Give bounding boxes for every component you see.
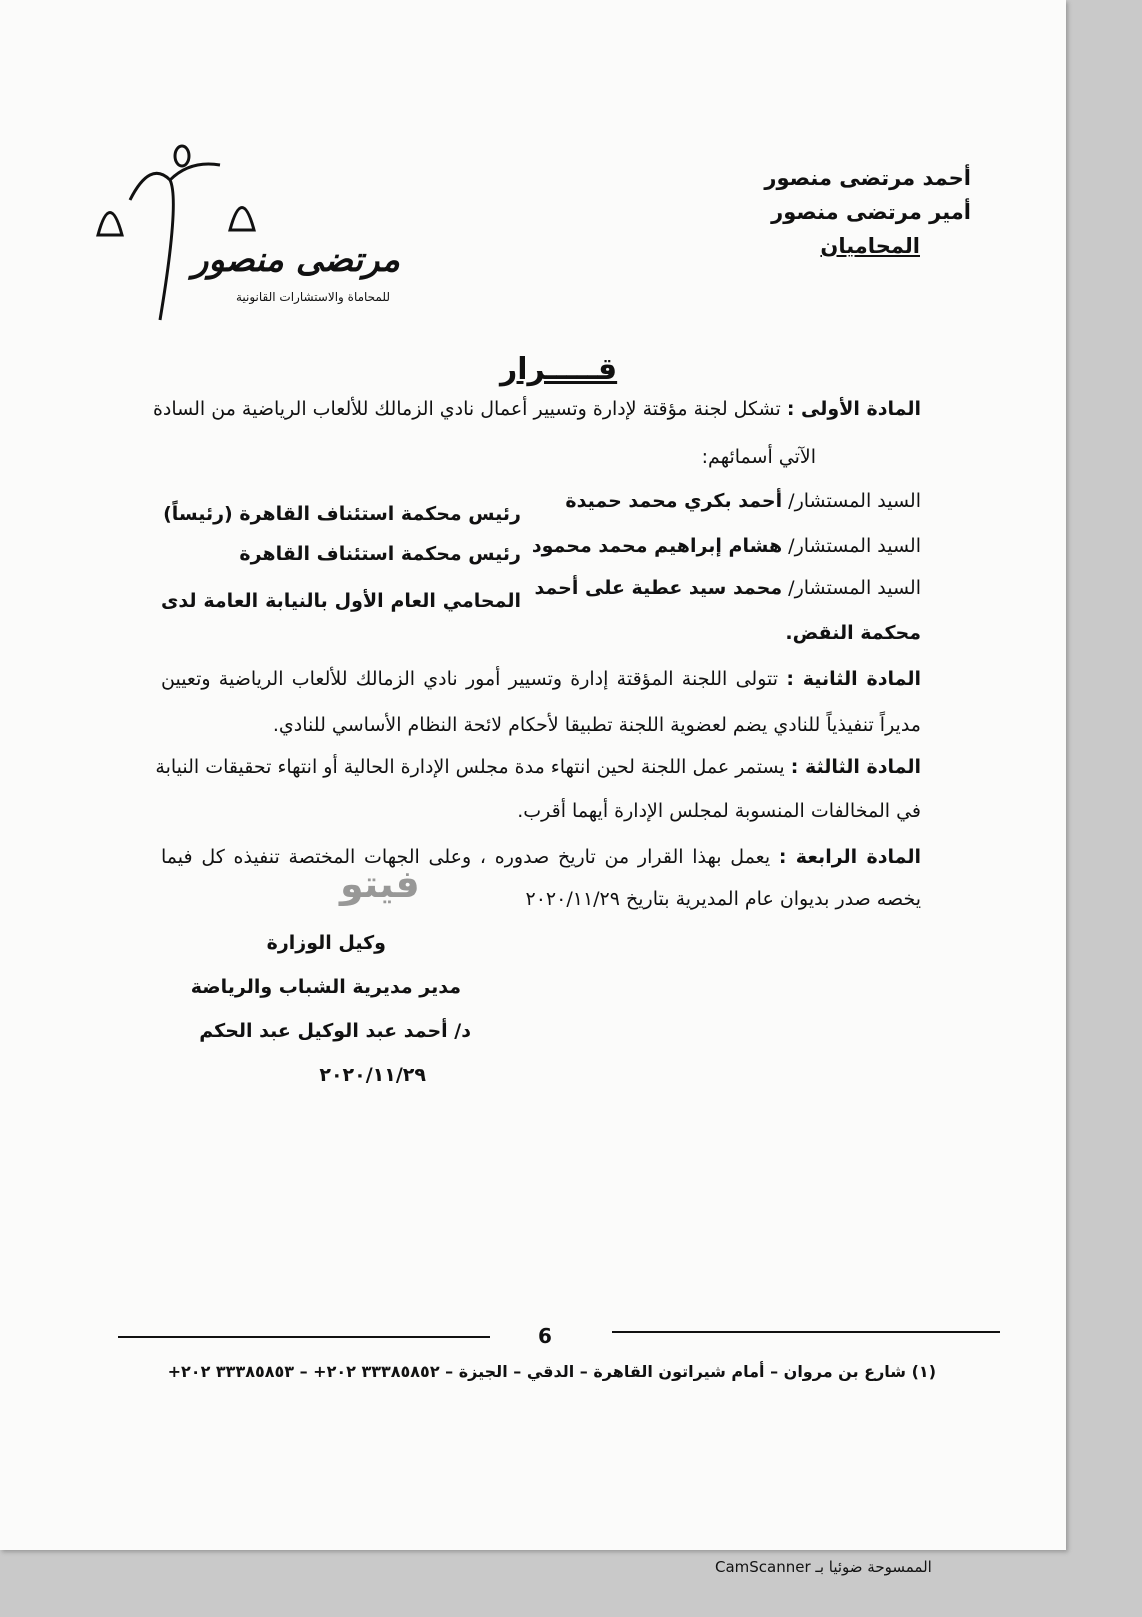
camscanner-footer: الممسوحة ضوئيا بـ CamScanner	[715, 1558, 932, 1576]
article-1-label: المادة الأولى :	[786, 398, 921, 420]
article-3-line-2: في المخالفات المنسوبة لمجلس الإدارة أيهما أقرب.	[517, 800, 921, 822]
member-2-role: رئيس محكمة استئناف القاهرة	[239, 543, 521, 565]
member-1	[565, 490, 921, 512]
document-title: قـــــرار	[500, 352, 618, 387]
article-1-line-1	[152, 398, 921, 420]
article-2-label: المادة الثانية :	[786, 668, 921, 690]
member-name: هشام إبراهيم محمد محمود	[531, 535, 783, 557]
member-3-role: المحامي العام الأول بالنيابة العامة لدى	[161, 590, 521, 612]
article-2-text: تتولى اللجنة المؤقتة إدارة وتسيير أمور نادي الزمالك للألعاب الرياضية وتعيين	[161, 668, 779, 690]
logo-tagline: للمحاماة والاستشارات القانونية	[235, 290, 390, 304]
footer-divider-left	[118, 1336, 490, 1338]
member-3	[534, 577, 921, 599]
article-1-line-2: الآتي أسمائهم:	[701, 446, 816, 468]
article-4-label: المادة الرابعة :	[778, 846, 921, 868]
article-2-line-2: مديراً تنفيذياً للنادي يضم لعضوية اللجنة تطبيقا لأحكام لائحة النظام الأساسي للنادي.	[272, 714, 921, 736]
article-3-label: المادة الثالثة :	[790, 756, 921, 778]
article-4-text: يعمل بهذا القرار من تاريخ صدوره ، وعلى الجهات المختصة تنفيذه كل فيما	[161, 846, 771, 868]
member-prefix: السيد المستشار/	[788, 577, 921, 599]
article-3-text: يستمر عمل اللجنة لحين انتهاء مدة مجلس الإدارة الحالية أو انتهاء تحقيقات النيابة	[155, 756, 785, 778]
footer-divider-right	[612, 1331, 1000, 1333]
lawyers-title: المحاميان	[820, 234, 920, 258]
member-3-role-cont: محكمة النقض.	[785, 622, 921, 644]
signature-position: مدير مديرية الشباب والرياضة	[190, 976, 461, 998]
watermark-logo: فيتو	[340, 862, 420, 906]
article-1-text: تشكل لجنة مؤقتة لإدارة وتسيير أعمال نادي الزمالك للألعاب الرياضية من السادة	[152, 398, 781, 420]
article-4-line-2: يخصه صدر بديوان عام المديرية بتاريخ ٢٠٢٠/١١/٢٩	[525, 888, 921, 910]
signature-name: د/ أحمد عبد الوكيل عبد الحكم	[199, 1020, 471, 1042]
member-name: محمد سيد عطية على أحمد	[534, 577, 783, 599]
signature-title: وكيل الوزارة	[266, 932, 386, 954]
member-prefix: السيد المستشار/	[788, 535, 921, 557]
page-number: 6	[538, 1324, 552, 1348]
member-prefix: السيد المستشار/	[788, 490, 921, 512]
firm-logo	[90, 140, 410, 330]
article-4-line-1	[161, 846, 921, 868]
lawyer-name-1: أحمد مرتضى منصور	[764, 166, 971, 190]
member-name: أحمد بكري محمد حميدة	[565, 490, 783, 512]
article-3-line-1	[155, 756, 921, 778]
member-2	[532, 535, 921, 557]
firm-address: (١) شارع بن مروان – أمام شيراتون القاهرة – الدقي – الجيزة – ٣٣٣٨٥٨٥٢ ٢٠٢+ – ٣٣٣٨٥٨٥٣ ٢٠٢+	[167, 1362, 936, 1381]
lawyer-name-2: أمير مرتضى منصور	[771, 200, 971, 224]
signature-date: ٢٠٢٠/١١/٢٩	[319, 1064, 426, 1086]
member-1-role: رئيس محكمة استئناف القاهرة (رئيساً)	[163, 503, 521, 525]
logo-name: مرتضى منصور	[191, 240, 400, 280]
article-2-line-1	[161, 668, 921, 690]
